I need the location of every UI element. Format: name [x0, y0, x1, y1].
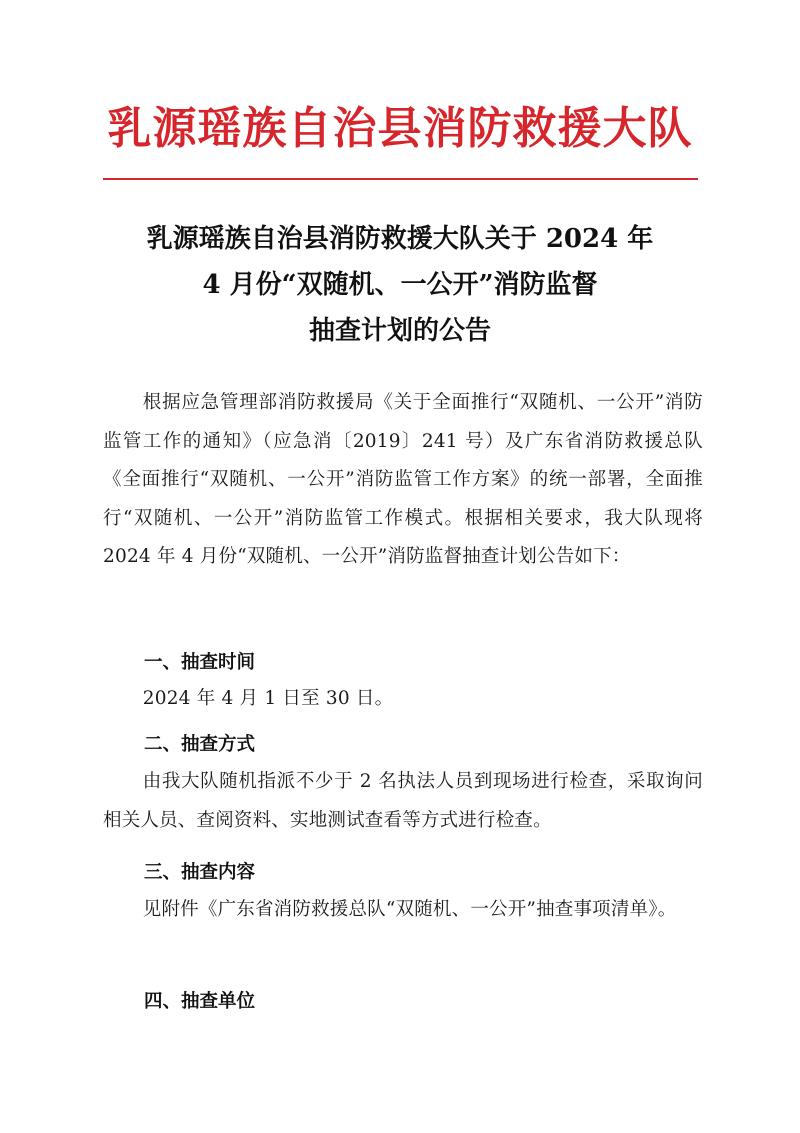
intro-paragraph: 根据应急管理部消防救援局《关于全面推行“双随机、一公开”消防监管工作的通知》（应急消〔2019〕241 号）及广东省消防救援总队《全面推行“双随机、一公开”消防监管工作方案》的统一部署，全面推行“双随机、一公开”消防监管工作模式。根据相关要求，我大队现将 2024 年 4 月份“双随机、一公开”消防监督抽查计划公告如下： — [103, 392, 703, 567]
document-title-line-1: 乳源瑶族自治县消防救援大队关于 2024 年 — [146, 224, 654, 254]
section-1-text: 2024 年 4 月 1 日至 30 日。 — [142, 688, 394, 709]
section-2-text: 由我大队随机指派不少于 2 名执法人员到现场进行检查，采取询问相关人员、查阅资料、实地测试查看等方式进行检查。 — [103, 771, 703, 831]
document-title-line-2: 4 月份“双随机、一公开”消防监督 — [202, 270, 598, 300]
header-red-divider — [103, 178, 698, 180]
section-3-heading: 三、抽查内容 — [144, 862, 256, 883]
section-1-heading: 一、抽查时间 — [144, 652, 256, 673]
section-3-text: 见附件《广东省消防救援总队“双随机、一公开”抽查事项清单》。 — [142, 899, 677, 920]
section-4-heading: 四、抽查单位 — [144, 991, 256, 1012]
document-header-org-name: 乳源瑶族自治县消防救援大队 — [107, 103, 693, 154]
section-2-heading: 二、抽查方式 — [144, 734, 256, 755]
document-title-line-3: 抽查计划的公告 — [308, 316, 491, 346]
